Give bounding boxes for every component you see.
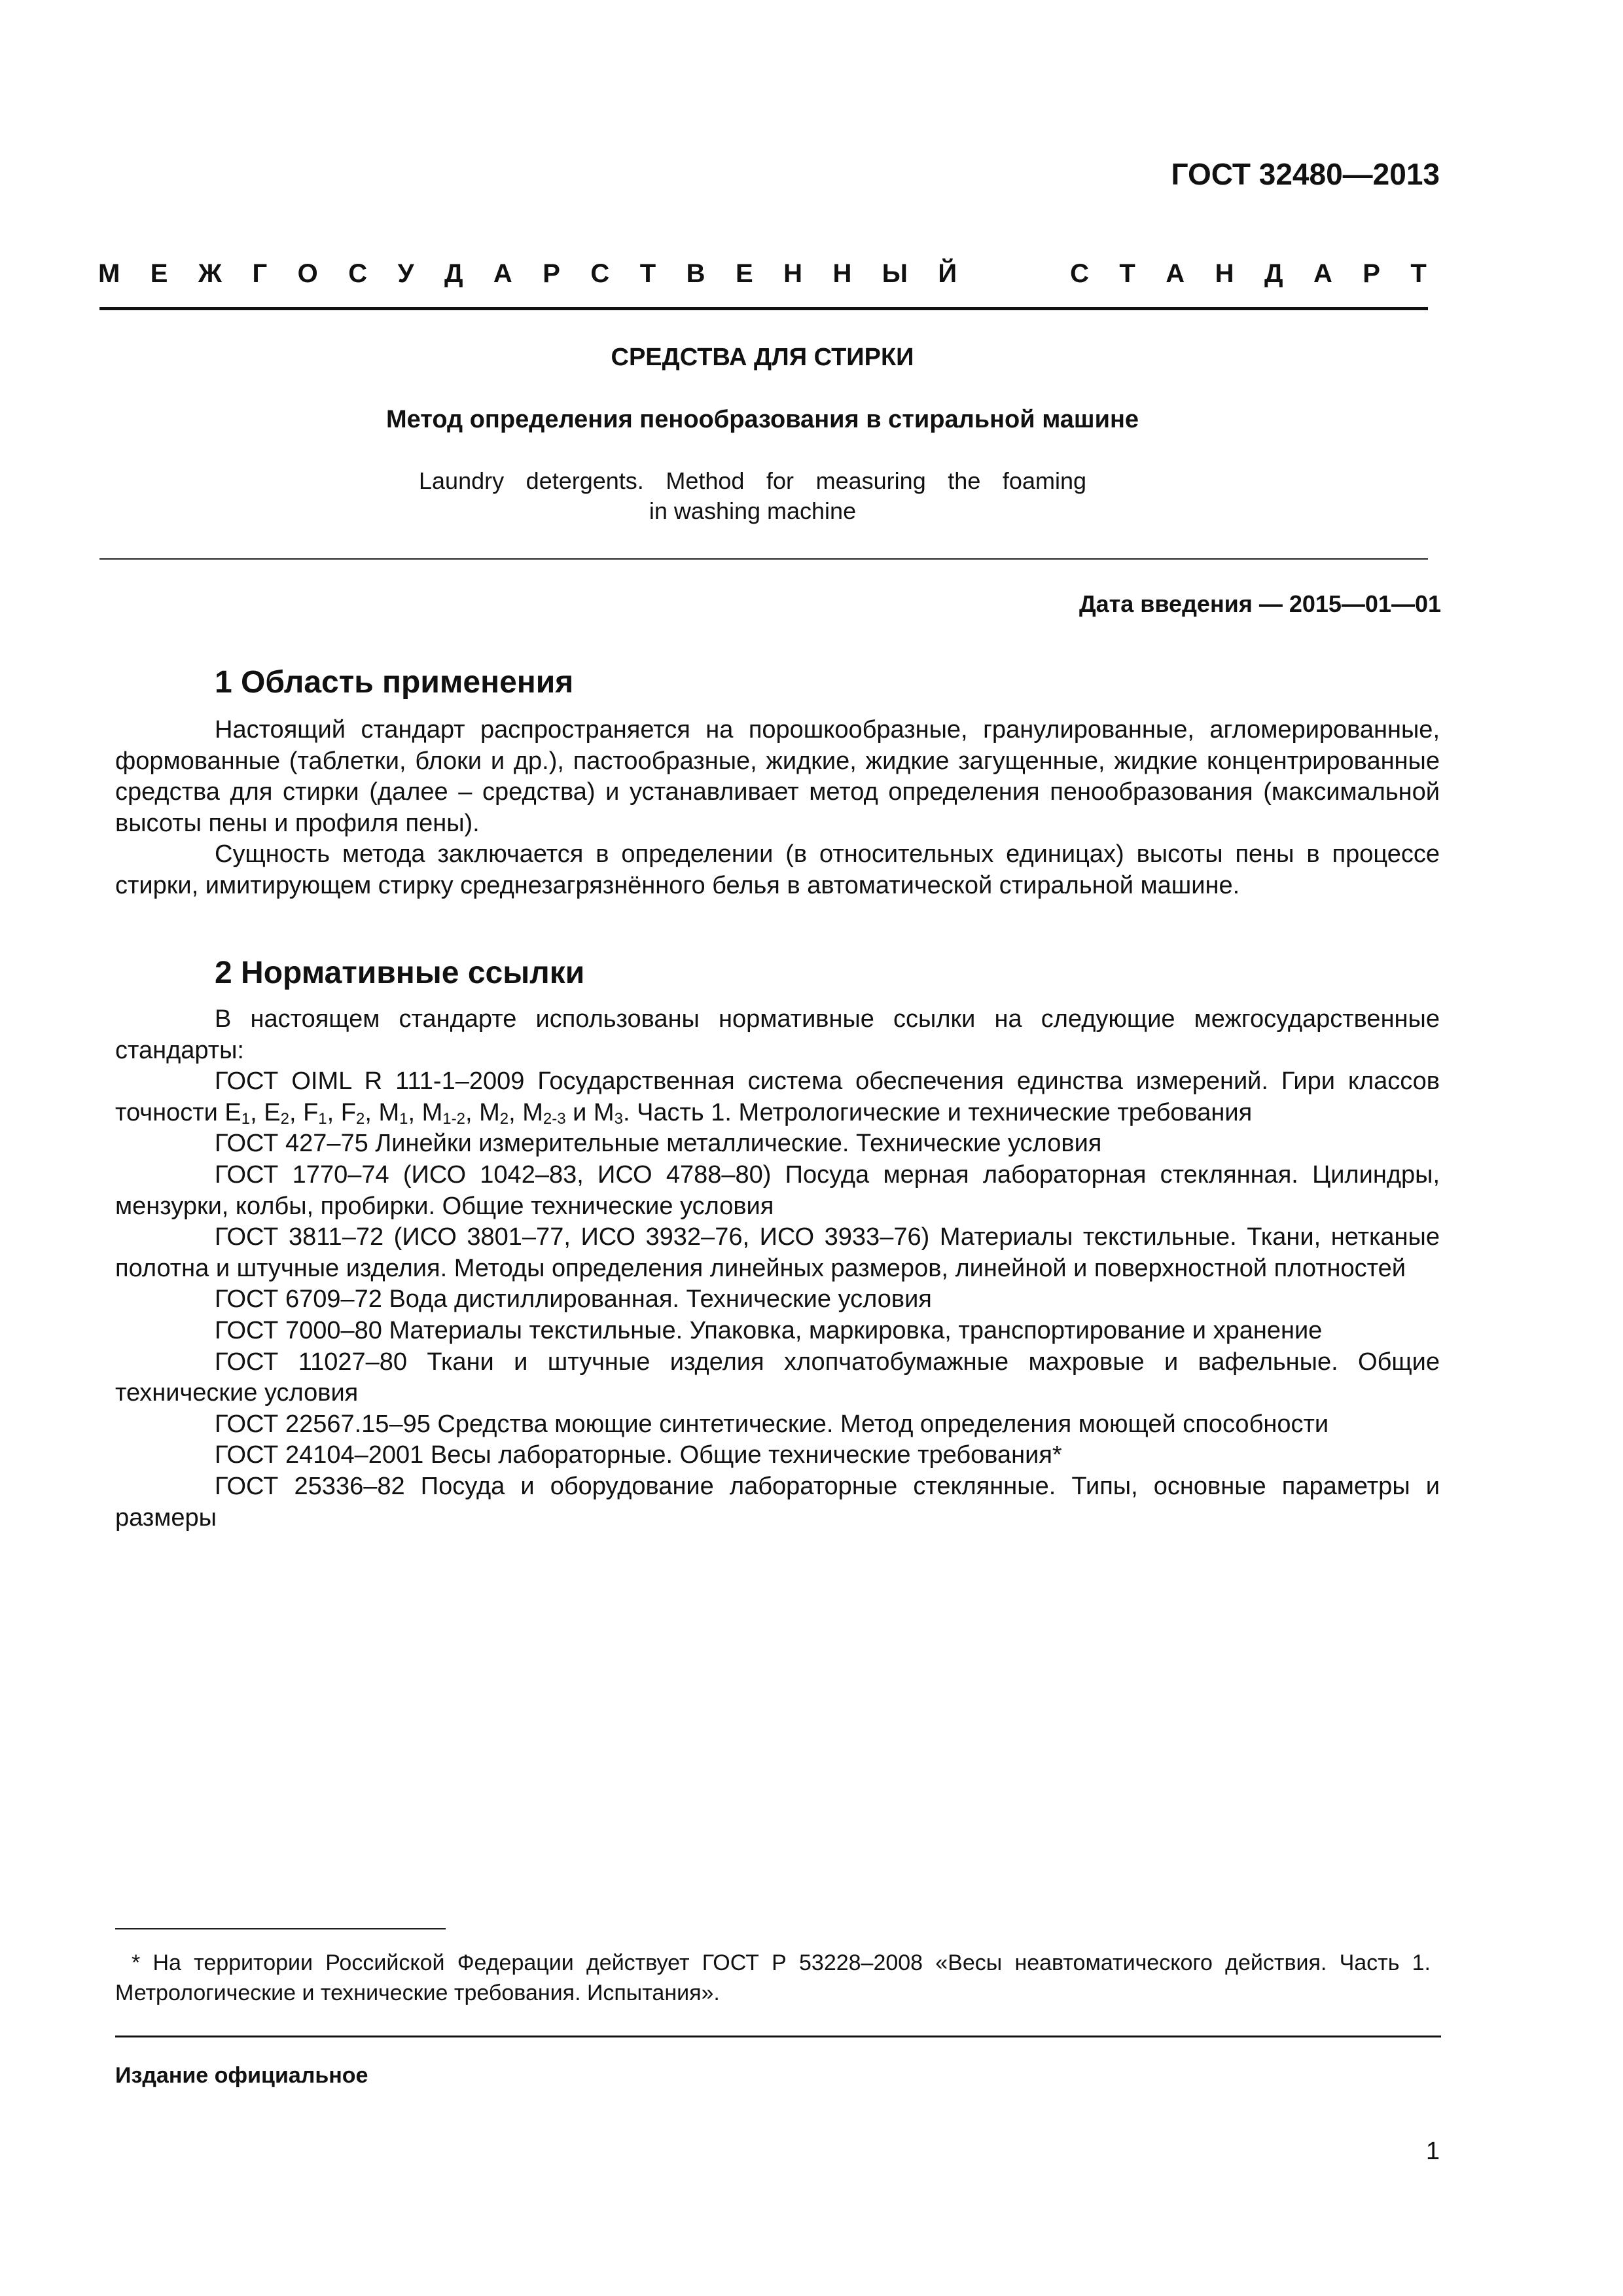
footer-divider	[115, 2036, 1441, 2037]
banner-letter: Т	[1119, 259, 1135, 288]
reference-item: ГОСТ 7000–80 Материалы текстильные. Упаковка, маркировка, транспортирование и хранение	[215, 1316, 1323, 1344]
banner-letter: Ы	[882, 259, 908, 288]
banner-letter: Н	[783, 259, 802, 288]
weight-class-separator: ,	[250, 1098, 264, 1126]
official-edition-label: Издание официальное	[115, 2063, 368, 2088]
section-scope-body	[115, 715, 1440, 902]
paragraph: В настоящем стандарте использованы нормативные ссылки на следующие межгосударственные стандарты:	[115, 1005, 1440, 1064]
banner-letter: Н	[832, 259, 852, 288]
weight-class-separator: ,	[465, 1098, 480, 1126]
reference-item: ГОСТ 3811–72 (ИСО 3801–77, ИСО 3932–76, ИСО 3933–76) Материалы текстильные. Ткани, нетканые полотна и штучные изделия. Методы определения линейных размеров, линейной и поверхностной плотностей	[115, 1223, 1440, 1282]
weight-class: M	[479, 1098, 500, 1126]
weight-class-subscript: 1	[241, 1109, 251, 1128]
document-title: СРЕДСТВА ДЛЯ СТИРКИ	[611, 344, 914, 371]
page-number: 1	[1425, 2138, 1440, 2165]
banner-letter: С	[1070, 259, 1089, 288]
footnote-separator	[115, 1928, 446, 1929]
document-number: ГОСТ 32480—2013	[1171, 157, 1440, 191]
banner-letter: Ж	[198, 259, 223, 288]
banner-letter: Н	[1215, 259, 1234, 288]
section-heading-references: 2 Нормативные ссылки	[215, 956, 585, 990]
weight-class: F	[303, 1098, 319, 1126]
weight-class: M	[421, 1098, 443, 1126]
banner-letter: Р	[543, 259, 560, 288]
reference-item: ГОСТ 6709–72 Вода дистиллированная. Технические условия	[215, 1285, 932, 1314]
banner-letter: Т	[639, 259, 656, 288]
banner-letter: Г	[252, 259, 268, 288]
reference-item: ГОСТ 427–75 Линейки измерительные металлические. Технические условия	[215, 1130, 1102, 1158]
banner-letter: С	[590, 259, 610, 288]
weight-class-separator: и	[565, 1098, 594, 1126]
banner-letter: Д	[444, 259, 463, 288]
document-subtitle: Метод определения пенообразования в стиральной машине	[385, 406, 1139, 433]
banner-letter: В	[686, 259, 705, 288]
weight-class-separator: ,	[508, 1098, 523, 1126]
weight-classes	[224, 1099, 637, 1126]
weight-class: E	[224, 1098, 241, 1126]
banner-letter: О	[297, 259, 318, 288]
section-references-body	[115, 1004, 1440, 1534]
english-title	[419, 466, 1086, 526]
reference-item: ГОСТ 24104–2001 Весы лабораторные. Общие технические требования*	[215, 1441, 1062, 1469]
banner-letter: Е	[150, 259, 168, 288]
header-divider	[99, 307, 1428, 310]
banner-letter: Е	[735, 259, 753, 288]
banner-letter: Д	[1264, 259, 1283, 288]
weight-class-separator: .	[622, 1098, 637, 1126]
footnote: * На территории Российской Федерации действует ГОСТ Р 53228–2008 «Весы неавтоматического действия. Часть 1. Метрологические и технические требования. Испытания».	[115, 1950, 1431, 2005]
weight-class: M	[593, 1098, 615, 1126]
weight-class-separator: ,	[289, 1098, 304, 1126]
paragraph: Настоящий стандарт распространяется на порошкообразные, гранулированные, агломерированные, формованные (таблетки, блоки и др.), пастообразные, жидкие, жидкие загущенные, жидкие концентрированные средства для стирки (далее – средства) и устанавливает метод определения пенообразования (максимальной высоты пены и профиля пены).	[115, 716, 1440, 837]
reference-item: ГОСТ 1770–74 (ИСО 1042–83, ИСО 4788–80) Посуда мерная лабораторная стеклянная. Цилиндры, мензурки, колбы, пробирки. Общие технические условия	[115, 1160, 1440, 1220]
weight-class-subscript: 1	[399, 1109, 408, 1128]
banner-letter: М	[98, 259, 120, 288]
title-divider	[99, 558, 1428, 560]
weight-class-subscript: 2-3	[543, 1109, 566, 1128]
reference-item: ГОСТ 25336–82 Посуда и оборудование лабораторные стеклянные. Типы, основные параметры и размеры	[115, 1472, 1440, 1532]
weight-class: F	[340, 1098, 356, 1126]
weight-class-separator: ,	[365, 1098, 379, 1126]
section-heading-scope: 1 Область применения	[215, 665, 574, 700]
weight-class-subscript: 1-2	[442, 1109, 465, 1128]
paragraph: Сущность метода заключается в определении (в относительных единицах) высоты пены в процессе стирки, имитирующем стирку среднезагрязнённого белья в автоматической стиральной машине.	[115, 840, 1440, 899]
reference-oiml	[115, 1066, 1440, 1128]
reference-text: Часть 1. Метрологические и технические требования	[637, 1098, 1253, 1126]
weight-class: E	[264, 1098, 281, 1126]
banner-letter: У	[397, 259, 414, 288]
banner-letter: Й	[938, 259, 957, 288]
weight-class-subscript: 2	[280, 1109, 289, 1128]
weight-class: M	[522, 1098, 543, 1126]
weight-class-subscript: 3	[614, 1109, 623, 1128]
banner-letter: Р	[1363, 259, 1380, 288]
interstate-standard-banner	[98, 255, 1427, 292]
reference-item: ГОСТ 22567.15–95 Средства моющие синтетические. Метод определения моющей способности	[215, 1410, 1329, 1438]
weight-class-subscript: 1	[318, 1109, 327, 1128]
banner-letter: А	[1166, 259, 1185, 288]
weight-class-subscript: 2	[356, 1109, 365, 1128]
banner-letter: Т	[1410, 259, 1427, 288]
english-title-line: in washing machine	[649, 497, 857, 524]
reference-item: ГОСТ 11027–80 Ткани и штучные изделия хлопчатобумажные махровые и вафельные. Общие технические условия	[115, 1348, 1440, 1407]
weight-class-separator: ,	[327, 1098, 341, 1126]
weight-class-separator: ,	[408, 1098, 422, 1126]
banner-letter: А	[1313, 259, 1332, 288]
introduction-date: Дата введения — 2015—01—01	[1079, 590, 1441, 617]
reference-text: ГОСТ OIML R 111-1–2009 Государственная система обеспечения единства измерений. Гири классов точности	[115, 1067, 1440, 1126]
english-title-line: Laundry detergents. Method for measuring the foaming	[419, 467, 1086, 494]
banner-letter: А	[493, 259, 512, 288]
banner-word-gap	[988, 255, 1040, 292]
banner-letter: С	[348, 259, 368, 288]
weight-class: M	[378, 1098, 400, 1126]
weight-class-subscript: 2	[499, 1109, 509, 1128]
